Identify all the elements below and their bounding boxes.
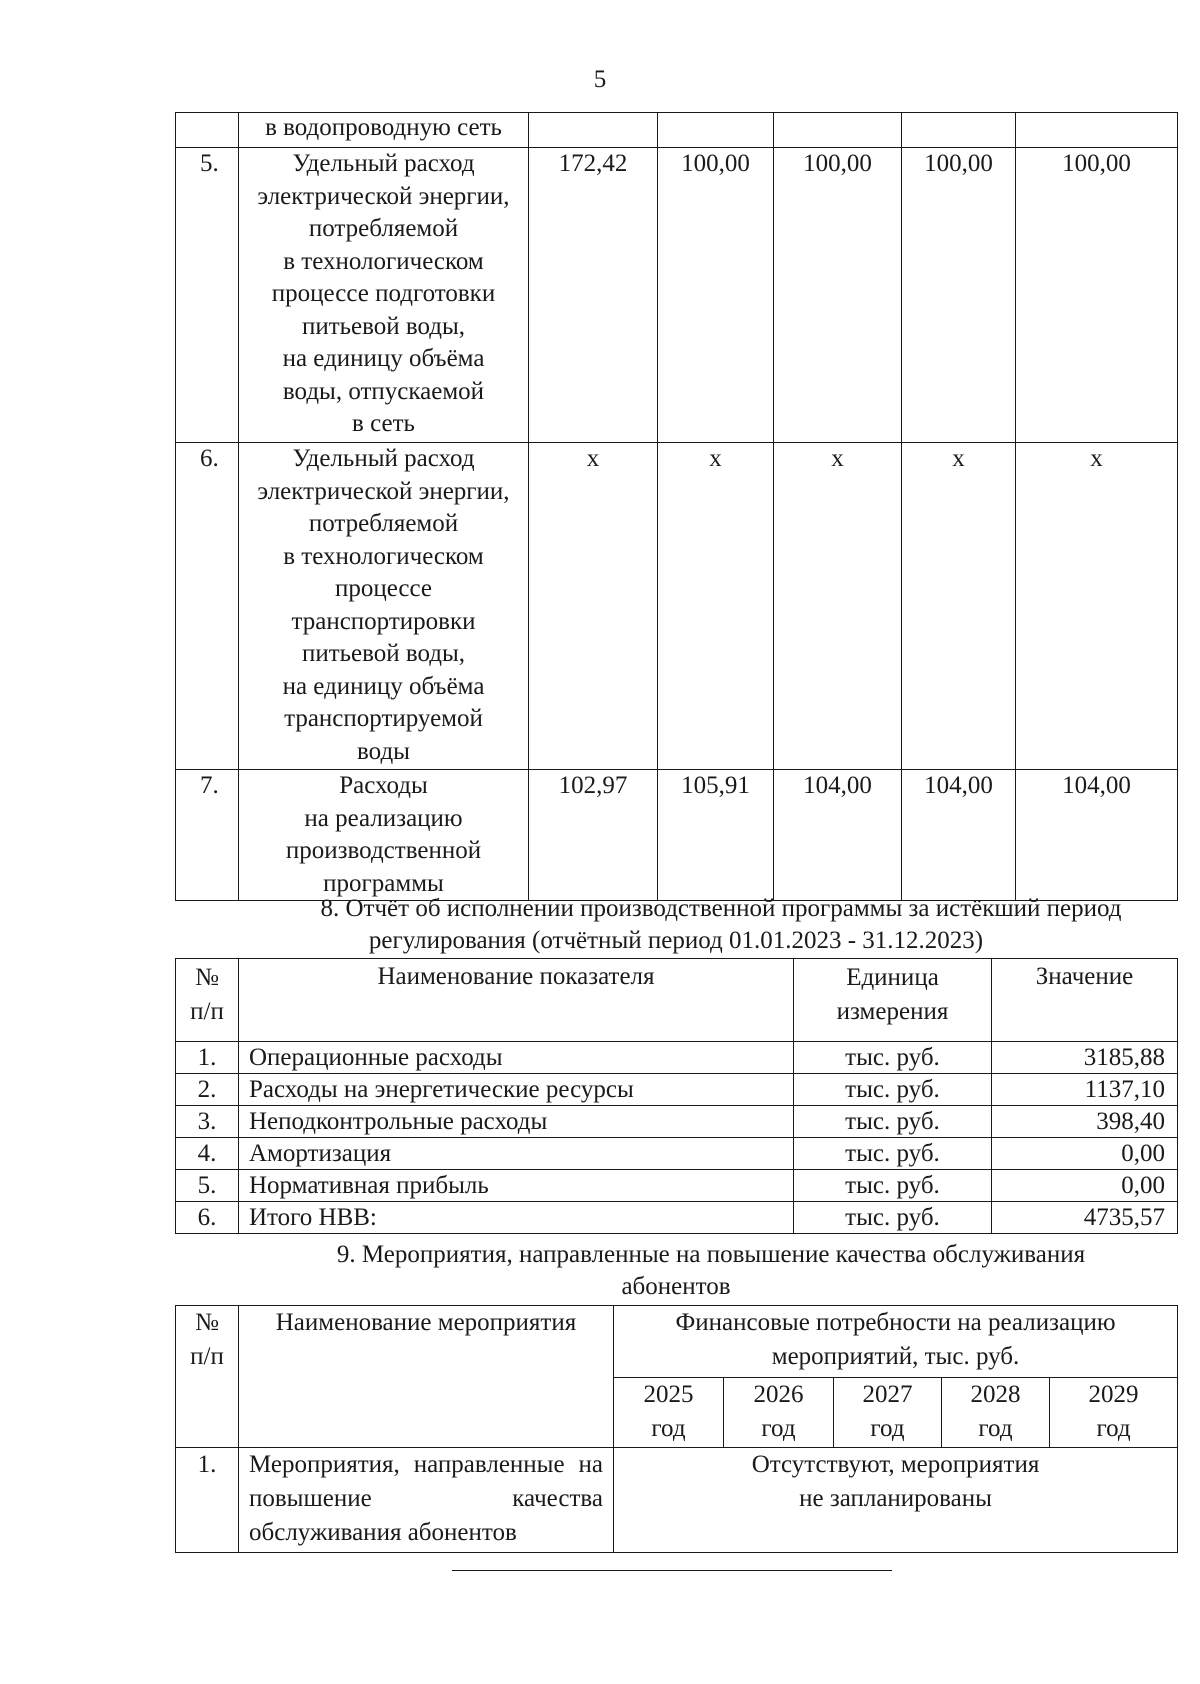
unit-cell: тыс. руб.: [794, 1042, 992, 1074]
header-unit: Единица измерения: [794, 959, 992, 1042]
activity-name: Мероприятия, направленные на повышение качества обслуживания абонентов: [239, 1448, 614, 1553]
value-cell: [902, 113, 1016, 148]
unit-cell: тыс. руб.: [794, 1138, 992, 1170]
footer-divider: [452, 1570, 892, 1571]
header-name: Наименование мероприятия: [239, 1306, 614, 1448]
value-cell: [658, 113, 774, 148]
header-year: 2027 год: [834, 1378, 942, 1448]
indicator-name: Расходы на реализацию производственной программы: [239, 770, 529, 901]
row-number: 3.: [176, 1106, 239, 1138]
indicator-name: Расходы на энергетические ресурсы: [239, 1074, 794, 1106]
table-row: [176, 1074, 1178, 1106]
value-cell: 3185,88: [992, 1042, 1178, 1074]
section-8-title-line2: регулирования (отчётный период 01.01.2023 - 31.12.2023): [368, 927, 984, 954]
header-num: № п/п: [176, 959, 239, 1042]
table-row: [176, 443, 1178, 770]
indicator-name: Итого НВВ:: [239, 1202, 794, 1234]
value-cell: 104,00: [774, 770, 902, 901]
table-row: [176, 770, 1178, 901]
report-table: [175, 958, 1178, 1234]
value-cell: 100,00: [658, 148, 774, 443]
row-number: 7.: [176, 770, 239, 901]
header-value: Значение: [992, 959, 1178, 1042]
page-number: 5: [593, 66, 607, 93]
table-row: [176, 1170, 1178, 1202]
value-cell: 105,91: [658, 770, 774, 901]
section-9-title-line2: абонентов: [621, 1273, 731, 1300]
indicator-name: Операционные расходы: [239, 1042, 794, 1074]
unit-cell: тыс. руб.: [794, 1106, 992, 1138]
row-number: 5.: [176, 148, 239, 443]
indicators-table: [175, 112, 1178, 901]
indicator-name: в водопроводную сеть: [239, 113, 529, 148]
indicator-name: Удельный расход электрической энергии, потребляемой в технологическом процессе подготовки питьевой воды, на единицу объёма воды, отпускаемой в сеть: [239, 148, 529, 443]
indicator-name: Удельный расход электрической энергии, потребляемой в технологическом процессе транспортировки питьевой воды, на единицу объёма транспортируемой воды: [239, 443, 529, 770]
value-cell: x: [774, 443, 902, 770]
value-cell: 172,42: [529, 148, 658, 443]
value-cell: 0,00: [992, 1170, 1178, 1202]
table-row: [176, 1202, 1178, 1234]
table-row: [176, 1106, 1178, 1138]
value-cell: 100,00: [1016, 148, 1178, 443]
value-cell: [1016, 113, 1178, 148]
header-year: 2025 год: [614, 1378, 724, 1448]
section-9-title-line1: 9. Мероприятия, направленные на повышение качества обслуживания: [336, 1241, 1086, 1268]
row-number: 2.: [176, 1074, 239, 1106]
unit-cell: тыс. руб.: [794, 1074, 992, 1106]
indicator-name: Неподконтрольные расходы: [239, 1106, 794, 1138]
value-cell: 0,00: [992, 1138, 1178, 1170]
value-cell: [774, 113, 902, 148]
section-9-title: [175, 1239, 1177, 1303]
table-header-row: [176, 959, 1178, 1042]
indicator-name: Нормативная прибыль: [239, 1170, 794, 1202]
value-cell: 1137,10: [992, 1074, 1178, 1106]
header-num: № п/п: [176, 1306, 239, 1448]
header-name: Наименование показателя: [239, 959, 794, 1042]
value-cell: 4735,57: [992, 1202, 1178, 1234]
table-row: [176, 113, 1178, 148]
header-year: 2026 год: [724, 1378, 834, 1448]
row-number: 4.: [176, 1138, 239, 1170]
value-cell: 100,00: [774, 148, 902, 443]
row-number: 6.: [176, 443, 239, 770]
value-cell: x: [529, 443, 658, 770]
unit-cell: тыс. руб.: [794, 1170, 992, 1202]
header-finance: Финансовые потребности на реализацию мероприятий, тыс. руб.: [614, 1306, 1178, 1378]
table-row: [176, 1448, 1178, 1553]
row-number: 5.: [176, 1170, 239, 1202]
header-year: 2029 год: [1050, 1378, 1178, 1448]
table-row: [176, 1138, 1178, 1170]
section-8-title-line1: 8. Отчёт об исполнении производственной программы за истёкший период: [320, 895, 1122, 922]
indicator-name: Амортизация: [239, 1138, 794, 1170]
activity-status: Отсутствуют, мероприятия не запланированы: [614, 1448, 1178, 1553]
row-number: 1.: [176, 1042, 239, 1074]
table-row: [176, 148, 1178, 443]
value-cell: 104,00: [902, 770, 1016, 901]
value-cell: 398,40: [992, 1106, 1178, 1138]
section-8-title: [175, 893, 1177, 957]
row-number: 1.: [176, 1448, 239, 1553]
value-cell: x: [1016, 443, 1178, 770]
value-cell: x: [902, 443, 1016, 770]
activities-table: [175, 1305, 1178, 1553]
value-cell: 100,00: [902, 148, 1016, 443]
unit-cell: тыс. руб.: [794, 1202, 992, 1234]
table-row: [176, 1042, 1178, 1074]
value-cell: 104,00: [1016, 770, 1178, 901]
table-header-row: [176, 1306, 1178, 1378]
row-number: 6.: [176, 1202, 239, 1234]
value-cell: [529, 113, 658, 148]
value-cell: 102,97: [529, 770, 658, 901]
header-year: 2028 год: [942, 1378, 1050, 1448]
value-cell: x: [658, 443, 774, 770]
row-number: [176, 113, 239, 148]
